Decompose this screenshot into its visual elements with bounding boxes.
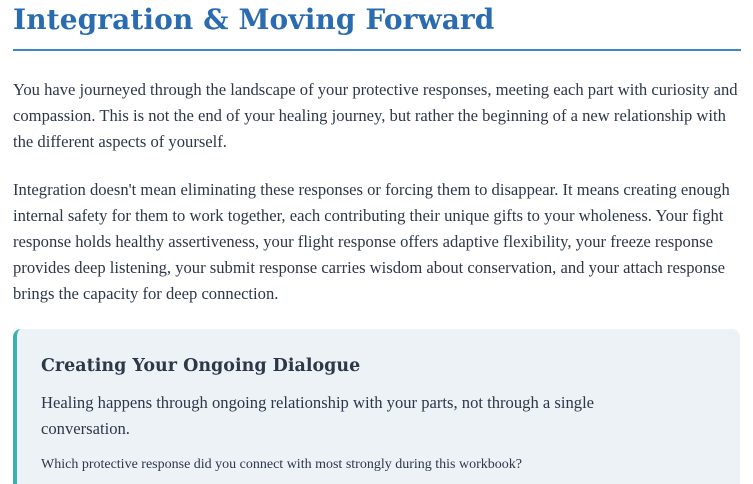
intro-paragraph: You have journeyed through the landscape of your protective responses, meeting each part with curiosity and compassion. This is not the end of your healing journey, but rather the beginning of a new relationship with the different aspects of yourself. bbox=[13, 80, 738, 151]
integration-paragraph: Integration doesn't mean eliminating these responses or forcing them to disappear. It means creating enough internal safety for them to work together, each contributing their unique gifts to your wholeness. Your fight response holds healthy assertiveness, your flight response offers adaptive flexibility, your freeze response provides deep listening, your submit response carries wisdom about conservation, and your attach response brings the capacity for deep connection. bbox=[13, 180, 730, 303]
dialogue-callout bbox=[13, 329, 740, 484]
callout-text: Healing happens through ongoing relationship with your parts, not through a single conversation. bbox=[41, 393, 595, 438]
reflection-question: Which protective response did you connect with most strongly during this workbook? bbox=[41, 456, 522, 472]
callout-title: Creating Your Ongoing Dialogue bbox=[41, 356, 361, 376]
title-divider bbox=[13, 49, 741, 51]
workbook-page bbox=[13, 0, 740, 472]
section-title: Integration & Moving Forward bbox=[13, 3, 495, 36]
